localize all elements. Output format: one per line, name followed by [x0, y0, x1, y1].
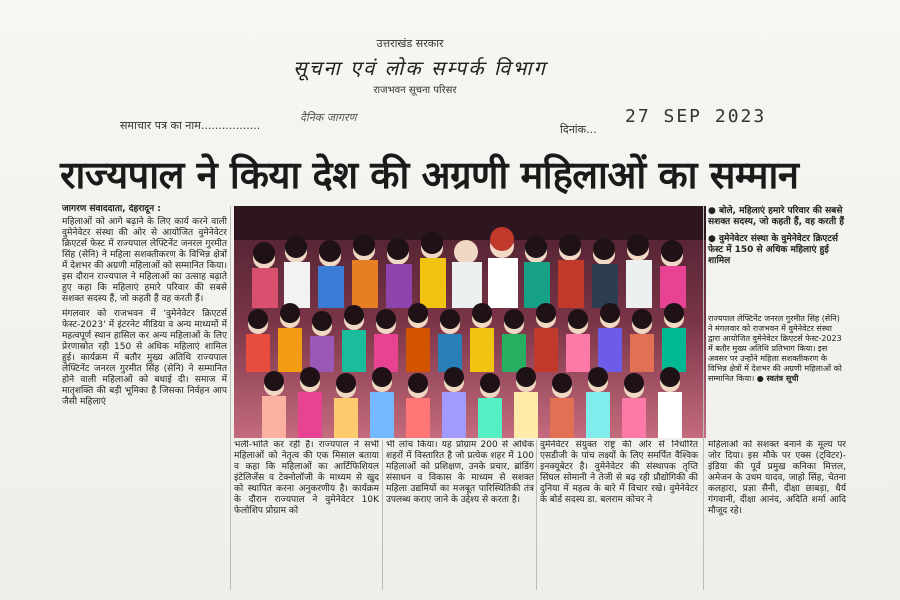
date-stamp: 27 SEP 2023 [625, 106, 767, 127]
photo-credit: ● स्वतंत्र सूची [756, 374, 799, 383]
column-divider [536, 440, 537, 590]
group-photo [234, 206, 706, 438]
article-sidebar [708, 206, 846, 436]
article-headline: राज्यपाल ने किया देश की अग्रणी महिलाओं का सम्मान [60, 152, 799, 197]
highlight-box [708, 206, 846, 273]
article-column-2: भली-भांति कर रही हैं। राज्यपाल ने सभी महिलाओं को नेतृत्व की एक मिसाल बताया व कहा कि महिलाओं का आर्टिफिशियल इंटेलिजेंस व टेक्नोलॉजी के माध्यम से खुद को स्थापित करना अनुकरणीय है। कार्यक्रम के दौरान राज्यपाल ने वुमेनेवेटर 10K फेलोशिप प्रोग्राम को [234, 440, 379, 516]
highlight-bullet: ● वुमेनेवेटर संस्था के वुमेनेवेटर क्रिएटर्स फेस्ट में 150 से अधिक महिलाएं हुई शामिल [708, 234, 838, 266]
date-label: दिनांक... [560, 123, 597, 136]
article-column-3: भी लांच किया। यह प्रोग्राम 200 से अधिक शहरों में विस्तारित है जो प्रत्येक शहर में 100 महिलाओं को प्रशिक्षण, उनके प्रचार, ब्रांडिंग संसाधन व विकास के माध्यम से सशक्त महिला उद्यमियों का मजबूत पारिस्थितिकी तंत्र उपलब्ध कराए जाने के उद्देश्य से करता है। [386, 440, 534, 505]
paper-name-stamp: दैनिक जागरण [300, 111, 357, 124]
column-divider [230, 206, 231, 590]
article-byline: जागरण संवाददाता, देहरादून : [62, 204, 161, 214]
govt-label: उत्तराखंड सरकार [376, 37, 444, 50]
photo-caption-text: राज्यपाल लेफ्टिनेंट जनरल गुरमीत सिंह (सेनि) ने मंगलवार को राजभवन में वुमेनेवेटर संस्था द्वारा आयोजित वुमेनेवेटर क्रिएटर्स फेस्ट-2023 में बतौर मुख्य अतिथि प्रतिभाग किया। इस अवसर पर उन्होंने महिला सशक्तीकरण के विभिन्न क्षेत्रों में देशभर की अग्रणी महिलाओं को सम्मानित किया। [708, 314, 842, 383]
highlight-bullet: ● बोले, महिलाएं हमारे परिवार की सबसे सशक्त सदस्य, जो कहती हैं, वह करती हैं [708, 206, 845, 227]
paper-name-label: समाचार पत्र का नाम................. [120, 119, 261, 132]
department-name: सूचना एवं लोक सम्पर्क विभाग [293, 56, 547, 80]
article-column-1 [62, 204, 227, 584]
column-divider [703, 206, 704, 590]
group-photo-image [234, 206, 706, 438]
department-location: राजभवन सूचना परिसर [373, 85, 457, 96]
photo-caption [708, 314, 846, 384]
article-paragraph: महिलाओं को आगे बढ़ाने के लिए कार्य करने वाली वुमेनेवेटर संस्था की ओर से आयोजित वुमेनेवेटर क्रिएटर्स फेस्ट में राज्यपाल लेफ्टिनेंट जनरल गुरमीत सिंह (सेनि) ने महिला सशक्तीकरण के विभिन्न क्षेत्रों में देशभर की अग्रणी महिलाओं को सम्मानित किया। इस दौरान राज्यपाल ने महिलाओं का उत्साह बढ़ाते हुए कहा कि महिलाएं हमारे परिवार की सबसे सशक्त सदस्य हैं, जो कहती हैं वह करती हैं। [62, 217, 227, 304]
article-paragraph: मंगलवार को राजभवन में 'वुमेनेवेटर क्रिएटर्स फेस्ट-2023' में इंटरनेट मीडिया व अन्य माध्यमों में महत्वपूर्ण स्थान हासिल कर अन्य महिलाओं के लिए प्रेरणास्रोत रही 150 से अधिक महिलाएं शामिल हुई। कार्यक्रम में बतौर मुख्य अतिथि राज्यपाल लेफ्टिनेंट जनरल गुरमीत सिंह (सेनि) ने सम्मानित होने वाली महिलाओं को बधाई दी। समाज में मातृशक्ति की बड़ी भूमिका है जिसका निर्वहन आप जैसी महिलाएं [62, 309, 227, 407]
article-column-5: महिलाओं को सशक्त बनाने के मूल्य पर जोर दिया। इस मौके पर एक्स (ट्विटर)-इंडिया की पूर्व प्रमुख कनिका मित्तल, अमेजन के उधम यादव, जाहो सिंह, चेतना कलहारा, प्रज्ञा सैनी, दीक्षा छाबड़ा, धैर्य गंगवानी, दीक्षा आनंद, अदिति शर्मा आदि मौजूद रहे। [708, 440, 846, 516]
article-column-4: वुमेनेवेटर संयुक्त राष्ट्र की ओर से निर्धारित एसडीजी के पांच लक्ष्यों के लिए समर्पित वैश्विक इनक्यूबेटर है। वुमेनेवेटर की संस्थापक तृप्ति सिंघल सोमानी ने तेजी से बढ़ रही प्रौद्योगिकी की दुनिया में महत्व के बारे में विचार रखे। वुमेनेवेटर के बोर्ड सदस्य डा. बलराम कोचर ने [540, 440, 698, 505]
column-divider [382, 440, 383, 590]
clipping-meta [120, 106, 820, 136]
